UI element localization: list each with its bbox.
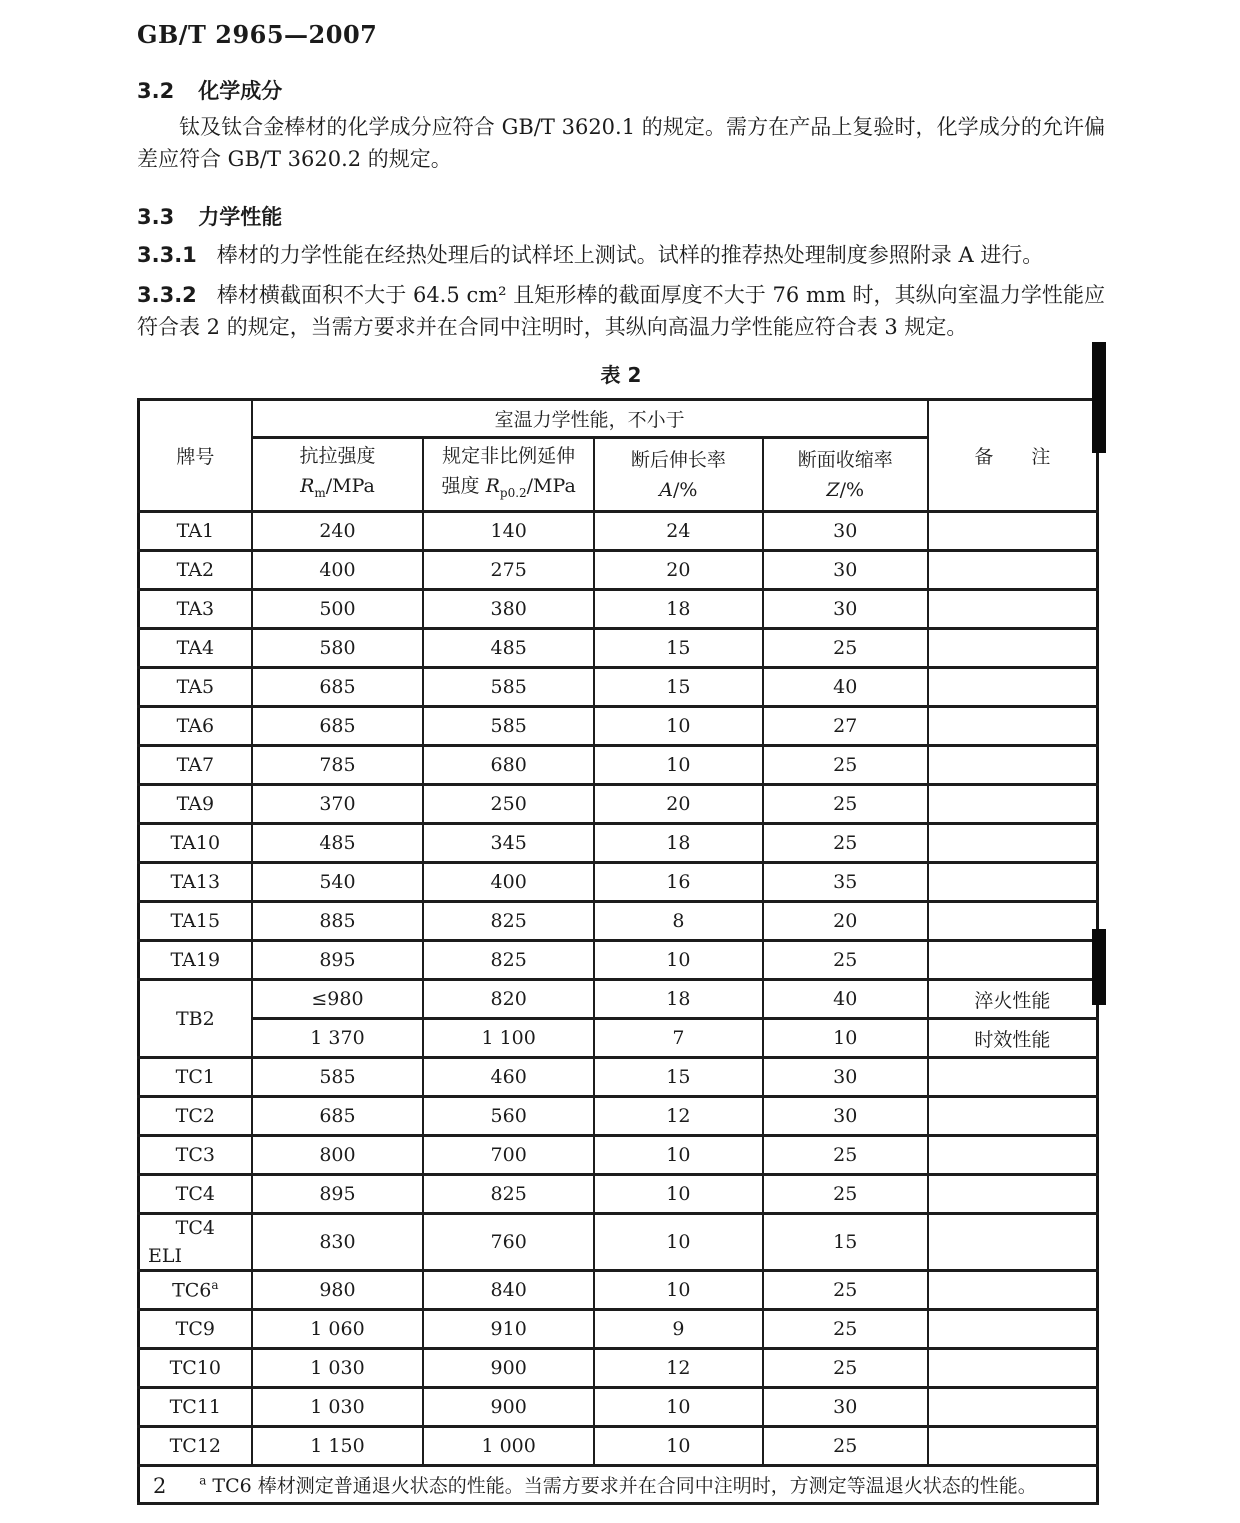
grade-cell: TA7 <box>139 746 252 785</box>
value-cell: 20 <box>594 785 763 824</box>
scan-artifact <box>1092 929 1106 1005</box>
value-cell: 9 <box>594 1310 763 1349</box>
paragraph-3-2: 钛及钛合金棒材的化学成分应符合 GB/T 3620.1 的规定。需方在产品上复验时，化学成分的允许偏差应符合 GB/T 3620.2 的规定。 <box>137 115 1105 171</box>
table-row <box>139 707 1098 746</box>
value-cell: 15 <box>594 1058 763 1097</box>
value-cell: 30 <box>763 1388 928 1427</box>
header-tensile-label: 抗拉强度 <box>299 445 376 468</box>
value-cell: 1 100 <box>423 1019 594 1058</box>
value-cell: 825 <box>423 941 594 980</box>
note-cell <box>928 551 1098 590</box>
header-group-title: 室温力学性能，不小于 <box>252 400 928 438</box>
table-row <box>139 1175 1098 1214</box>
value-cell: 785 <box>252 746 424 785</box>
standard-code: GB/T 2965—2007 <box>137 20 378 49</box>
value-cell: 30 <box>763 1097 928 1136</box>
value-cell: 30 <box>763 1058 928 1097</box>
value-cell: 1 060 <box>252 1310 424 1349</box>
section-title: 化学成分 <box>198 79 283 103</box>
table-row <box>139 980 1098 1019</box>
value-cell: 1 150 <box>252 1427 424 1466</box>
value-cell: 685 <box>252 1097 424 1136</box>
header-proof-symbol: 强度 $R_{p0.2}$/MPa <box>441 475 576 500</box>
value-cell: 27 <box>763 707 928 746</box>
note-cell <box>928 1175 1098 1214</box>
clause-3-3-2 <box>137 279 1105 343</box>
value-cell: 900 <box>423 1349 594 1388</box>
value-cell: 10 <box>594 707 763 746</box>
table-row <box>139 746 1098 785</box>
header-reduction-label: 断面收缩率 <box>797 448 893 471</box>
note-cell <box>928 863 1098 902</box>
value-cell: 30 <box>763 590 928 629</box>
table-row <box>139 1058 1098 1097</box>
grade-cell: TA4 <box>139 629 252 668</box>
header-reduction-symbol: Z/% <box>826 478 865 501</box>
page-number: 2 <box>153 1474 167 1498</box>
table-row <box>139 1097 1098 1136</box>
note-cell <box>928 629 1098 668</box>
table-row <box>139 1019 1098 1058</box>
value-cell: 910 <box>423 1310 594 1349</box>
table-row <box>139 1349 1098 1388</box>
table-row <box>139 1427 1098 1466</box>
table-row <box>139 590 1098 629</box>
note-cell <box>928 1214 1098 1271</box>
value-cell: 760 <box>423 1214 594 1271</box>
note-cell <box>928 785 1098 824</box>
header-note: 备 注 <box>928 400 1098 512</box>
mechanical-properties-table <box>137 398 1099 1505</box>
value-cell: 10 <box>594 1214 763 1271</box>
note-cell <box>928 668 1098 707</box>
value-cell: 25 <box>763 824 928 863</box>
value-cell: 1 370 <box>252 1019 424 1058</box>
value-cell: 380 <box>423 590 594 629</box>
value-cell: 16 <box>594 863 763 902</box>
note-cell <box>928 512 1098 551</box>
grade-cell: TC12 <box>139 1427 252 1466</box>
value-cell: 560 <box>423 1097 594 1136</box>
clause-text: 棒材横截面积不大于 64.5 cm² 且矩形棒的截面厚度不大于 76 mm 时，其纵向室温力学性能应符合表 2 的规定，当需方要求并在合同中注明时，其纵向高温力学性能应符合表 3 规定。 <box>137 283 1105 339</box>
header-tensile-strength <box>252 438 424 512</box>
value-cell: 25 <box>763 785 928 824</box>
header-tensile-symbol: $R_m$/MPa <box>300 475 375 500</box>
value-cell: 1 030 <box>252 1349 424 1388</box>
table-footnote-row <box>139 1466 1098 1504</box>
value-cell: 800 <box>252 1136 424 1175</box>
table-row <box>139 1136 1098 1175</box>
value-cell: 25 <box>763 1310 928 1349</box>
value-cell: 10 <box>594 1388 763 1427</box>
grade-cell: TA2 <box>139 551 252 590</box>
value-cell: 460 <box>423 1058 594 1097</box>
value-cell: 18 <box>594 980 763 1019</box>
note-cell <box>928 1310 1098 1349</box>
value-cell: 840 <box>423 1271 594 1310</box>
note-cell <box>928 746 1098 785</box>
clause-number: 3.3.2 <box>137 283 197 307</box>
value-cell: 12 <box>594 1349 763 1388</box>
table-row <box>139 941 1098 980</box>
value-cell: 10 <box>594 1271 763 1310</box>
value-cell: 825 <box>423 1175 594 1214</box>
note-cell <box>928 1349 1098 1388</box>
note-cell <box>928 824 1098 863</box>
note-cell <box>928 941 1098 980</box>
value-cell: 30 <box>763 551 928 590</box>
table-header-row-1 <box>139 400 1098 438</box>
value-cell: 680 <box>423 746 594 785</box>
value-cell: 15 <box>594 629 763 668</box>
grade-cell: TC4 <box>139 1175 252 1214</box>
clause-text: 棒材的力学性能在经热处理后的试样坯上测试。试样的推荐热处理制度参照附录 A 进行。 <box>216 243 1044 267</box>
value-cell: 25 <box>763 1136 928 1175</box>
value-cell: 275 <box>423 551 594 590</box>
value-cell: 12 <box>594 1097 763 1136</box>
value-cell: 250 <box>423 785 594 824</box>
header-reduction-of-area <box>763 438 928 512</box>
note-cell: 时效性能 <box>928 1019 1098 1058</box>
value-cell: 885 <box>252 902 424 941</box>
note-cell <box>928 707 1098 746</box>
value-cell: 25 <box>763 1349 928 1388</box>
table-caption: 表 2 <box>600 363 642 387</box>
value-cell: 585 <box>423 707 594 746</box>
note-cell <box>928 1136 1098 1175</box>
table-row <box>139 512 1098 551</box>
grade-cell: TA10 <box>139 824 252 863</box>
header-elongation <box>594 438 763 512</box>
grade-cell: TC6$^a$ <box>139 1271 252 1310</box>
value-cell: 25 <box>763 1175 928 1214</box>
grade-cell: TB2 <box>139 980 252 1058</box>
value-cell: 7 <box>594 1019 763 1058</box>
section-heading-3-3 <box>137 201 1105 231</box>
scan-artifact <box>1092 342 1106 453</box>
value-cell: 900 <box>423 1388 594 1427</box>
table-footnote <box>139 1466 1098 1504</box>
value-cell: 1 000 <box>423 1427 594 1466</box>
value-cell: 685 <box>252 668 424 707</box>
value-cell: 10 <box>594 1427 763 1466</box>
value-cell: 25 <box>763 746 928 785</box>
value-cell: 485 <box>423 629 594 668</box>
value-cell: 685 <box>252 707 424 746</box>
table-row <box>139 668 1098 707</box>
section-number: 3.3 <box>137 205 175 229</box>
value-cell: 825 <box>423 902 594 941</box>
value-cell: 25 <box>763 1427 928 1466</box>
grade-cell: TC10 <box>139 1349 252 1388</box>
value-cell: 500 <box>252 590 424 629</box>
note-cell <box>928 1097 1098 1136</box>
value-cell: 240 <box>252 512 424 551</box>
table-row <box>139 629 1098 668</box>
note-cell: 淬火性能 <box>928 980 1098 1019</box>
table-row <box>139 1214 1098 1271</box>
value-cell: 25 <box>763 1271 928 1310</box>
value-cell: 345 <box>423 824 594 863</box>
value-cell: 25 <box>763 629 928 668</box>
value-cell: 8 <box>594 902 763 941</box>
footnote-marker: a <box>199 1473 207 1488</box>
value-cell: 30 <box>763 512 928 551</box>
value-cell: 24 <box>594 512 763 551</box>
value-cell: 20 <box>594 551 763 590</box>
value-cell: 580 <box>252 629 424 668</box>
table-row <box>139 824 1098 863</box>
value-cell: 40 <box>763 668 928 707</box>
note-cell <box>928 902 1098 941</box>
value-cell: 370 <box>252 785 424 824</box>
value-cell: 10 <box>594 746 763 785</box>
table-row <box>139 551 1098 590</box>
grade-cell: TC11 <box>139 1388 252 1427</box>
value-cell: 10 <box>763 1019 928 1058</box>
value-cell: 830 <box>252 1214 424 1271</box>
value-cell: 585 <box>423 668 594 707</box>
note-cell <box>928 1427 1098 1466</box>
grade-cell: TA5 <box>139 668 252 707</box>
table-row <box>139 863 1098 902</box>
grade-cell: TA9 <box>139 785 252 824</box>
clause-number: 3.3.1 <box>137 243 197 267</box>
footnote-text: TC6 棒材测定普通退火状态的性能。当需方要求并在合同中注明时，方测定等温退火状态的性能。 <box>206 1475 1037 1497</box>
table-row <box>139 785 1098 824</box>
value-cell: ≤980 <box>252 980 424 1019</box>
value-cell: 400 <box>252 551 424 590</box>
grade-cell: TA15 <box>139 902 252 941</box>
grade-cell: TC2 <box>139 1097 252 1136</box>
table-row <box>139 1310 1098 1349</box>
value-cell: 10 <box>594 1175 763 1214</box>
header-proof-label: 规定非比例延伸 <box>442 445 576 468</box>
value-cell: 400 <box>423 863 594 902</box>
value-cell: 40 <box>763 980 928 1019</box>
grade-cell: TC4 ELI <box>139 1214 252 1271</box>
grade-cell: TA19 <box>139 941 252 980</box>
value-cell: 895 <box>252 941 424 980</box>
header-proof-strength <box>423 438 594 512</box>
section-heading-3-2 <box>137 75 1105 105</box>
grade-cell: TC1 <box>139 1058 252 1097</box>
value-cell: 18 <box>594 824 763 863</box>
note-cell <box>928 590 1098 629</box>
value-cell: 25 <box>763 941 928 980</box>
header-elongation-symbol: A/% <box>659 478 698 501</box>
table-row <box>139 902 1098 941</box>
grade-cell: TA13 <box>139 863 252 902</box>
table-row <box>139 1271 1098 1310</box>
value-cell: 820 <box>423 980 594 1019</box>
section-title: 力学性能 <box>198 205 283 229</box>
grade-cell: TA6 <box>139 707 252 746</box>
value-cell: 1 030 <box>252 1388 424 1427</box>
note-cell <box>928 1058 1098 1097</box>
value-cell: 140 <box>423 512 594 551</box>
value-cell: 20 <box>763 902 928 941</box>
section-number: 3.2 <box>137 79 175 103</box>
grade-cell: TA3 <box>139 590 252 629</box>
grade-cell: TC3 <box>139 1136 252 1175</box>
header-grade: 牌号 <box>139 400 252 512</box>
value-cell: 35 <box>763 863 928 902</box>
grade-cell: TC9 <box>139 1310 252 1349</box>
value-cell: 585 <box>252 1058 424 1097</box>
value-cell: 15 <box>594 668 763 707</box>
header-elongation-label: 断后伸长率 <box>630 448 726 471</box>
value-cell: 18 <box>594 590 763 629</box>
value-cell: 485 <box>252 824 424 863</box>
value-cell: 700 <box>423 1136 594 1175</box>
value-cell: 10 <box>594 1136 763 1175</box>
value-cell: 540 <box>252 863 424 902</box>
clause-3-3-1 <box>137 239 1105 271</box>
note-cell <box>928 1388 1098 1427</box>
value-cell: 10 <box>594 941 763 980</box>
value-cell: 980 <box>252 1271 424 1310</box>
table-row <box>139 1388 1098 1427</box>
value-cell: 15 <box>763 1214 928 1271</box>
note-cell <box>928 1271 1098 1310</box>
grade-cell: TA1 <box>139 512 252 551</box>
value-cell: 895 <box>252 1175 424 1214</box>
